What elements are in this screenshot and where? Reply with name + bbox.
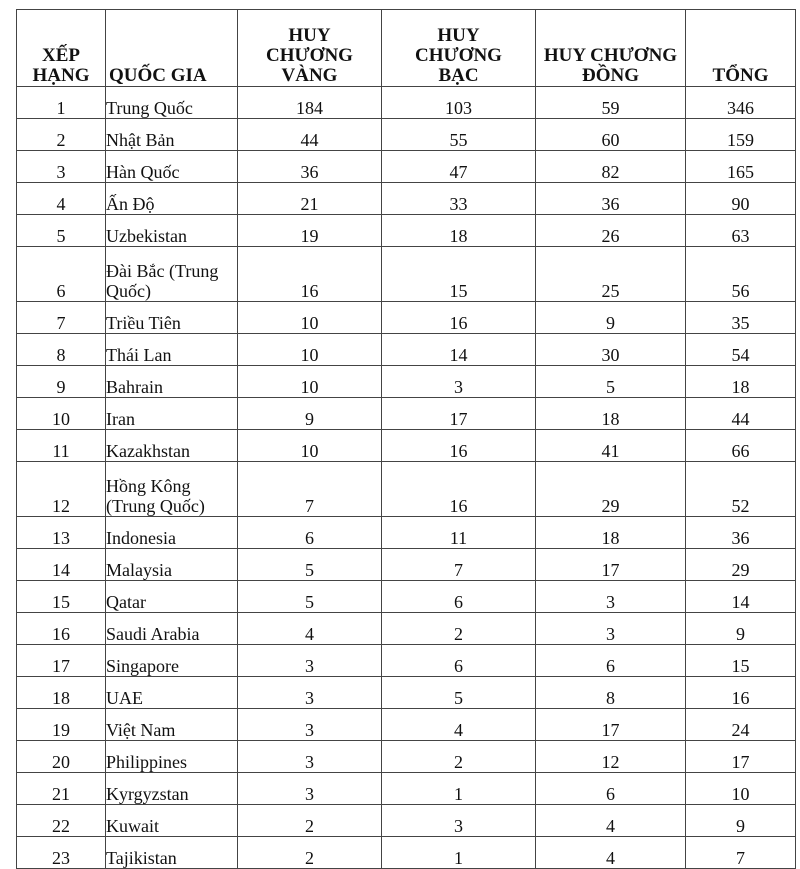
header-country: QUỐC GIA [106,10,238,87]
rank-cell: 11 [17,430,106,462]
country-cell: Kazakhstan [106,430,238,462]
gold-cell: 9 [238,398,382,430]
table-row [17,773,796,805]
bronze-cell: 17 [536,709,686,741]
total-cell: 346 [686,87,796,119]
total-cell: 18 [686,366,796,398]
rank-cell: 4 [17,183,106,215]
total-cell: 63 [686,215,796,247]
bronze-cell: 30 [536,334,686,366]
header-silver: HUY CHƯƠNG BẠC [382,10,536,87]
silver-cell: 14 [382,334,536,366]
country-cell: Bahrain [106,366,238,398]
country-cell: Indonesia [106,517,238,549]
country-cell: Qatar [106,581,238,613]
table-row [17,741,796,773]
rank-cell: 13 [17,517,106,549]
total-cell: 159 [686,119,796,151]
bronze-cell: 17 [536,549,686,581]
total-cell: 9 [686,805,796,837]
silver-cell: 6 [382,581,536,613]
rank-cell: 23 [17,837,106,869]
table-row [17,645,796,677]
country-cell: Đài Bắc (Trung Quốc) [106,247,238,302]
silver-cell: 1 [382,773,536,805]
bronze-cell: 26 [536,215,686,247]
total-cell: 17 [686,741,796,773]
header-gold: HUY CHƯƠNG VÀNG [238,10,382,87]
header-rank: XẾP HẠNG [17,10,106,87]
medal-table-body [17,87,796,869]
silver-cell: 4 [382,709,536,741]
table-row [17,398,796,430]
country-cell: Hàn Quốc [106,151,238,183]
rank-cell: 15 [17,581,106,613]
table-row [17,215,796,247]
total-cell: 165 [686,151,796,183]
silver-cell: 7 [382,549,536,581]
table-row [17,549,796,581]
silver-cell: 5 [382,677,536,709]
country-cell: Nhật Bản [106,119,238,151]
country-cell: Philippines [106,741,238,773]
bronze-cell: 8 [536,677,686,709]
country-cell: Thái Lan [106,334,238,366]
table-row [17,247,796,302]
table-row [17,613,796,645]
medal-table [16,9,796,869]
bronze-cell: 5 [536,366,686,398]
header-bronze: HUY CHƯƠNG ĐỒNG [536,10,686,87]
rank-cell: 2 [17,119,106,151]
bronze-cell: 4 [536,805,686,837]
table-row [17,334,796,366]
silver-cell: 103 [382,87,536,119]
gold-cell: 3 [238,677,382,709]
rank-cell: 1 [17,87,106,119]
rank-cell: 19 [17,709,106,741]
silver-cell: 33 [382,183,536,215]
country-cell: Malaysia [106,549,238,581]
silver-cell: 11 [382,517,536,549]
gold-cell: 6 [238,517,382,549]
total-cell: 52 [686,462,796,517]
total-cell: 14 [686,581,796,613]
gold-cell: 44 [238,119,382,151]
country-cell: Saudi Arabia [106,613,238,645]
country-cell: Triều Tiên [106,302,238,334]
country-cell: UAE [106,677,238,709]
silver-cell: 18 [382,215,536,247]
rank-cell: 3 [17,151,106,183]
table-row [17,119,796,151]
table-row [17,430,796,462]
table-row [17,581,796,613]
country-cell: Tajikistan [106,837,238,869]
rank-cell: 17 [17,645,106,677]
total-cell: 7 [686,837,796,869]
gold-cell: 16 [238,247,382,302]
silver-cell: 17 [382,398,536,430]
total-cell: 16 [686,677,796,709]
country-cell: Kyrgyzstan [106,773,238,805]
table-row [17,151,796,183]
bronze-cell: 82 [536,151,686,183]
silver-cell: 2 [382,613,536,645]
gold-cell: 10 [238,366,382,398]
silver-cell: 6 [382,645,536,677]
total-cell: 29 [686,549,796,581]
gold-cell: 2 [238,805,382,837]
bronze-cell: 3 [536,613,686,645]
gold-cell: 184 [238,87,382,119]
gold-cell: 10 [238,302,382,334]
table-row [17,677,796,709]
total-cell: 35 [686,302,796,334]
total-cell: 9 [686,613,796,645]
bronze-cell: 18 [536,517,686,549]
total-cell: 10 [686,773,796,805]
bronze-cell: 6 [536,645,686,677]
country-cell: Việt Nam [106,709,238,741]
bronze-cell: 12 [536,741,686,773]
country-cell: Ấn Độ [106,183,238,215]
bronze-cell: 25 [536,247,686,302]
total-cell: 90 [686,183,796,215]
rank-cell: 6 [17,247,106,302]
bronze-cell: 41 [536,430,686,462]
rank-cell: 16 [17,613,106,645]
country-cell: Uzbekistan [106,215,238,247]
table-row [17,366,796,398]
total-cell: 36 [686,517,796,549]
total-cell: 15 [686,645,796,677]
table-row [17,462,796,517]
total-cell: 24 [686,709,796,741]
gold-cell: 10 [238,334,382,366]
gold-cell: 7 [238,462,382,517]
table-row [17,183,796,215]
silver-cell: 15 [382,247,536,302]
silver-cell: 47 [382,151,536,183]
header-total: TỔNG [686,10,796,87]
silver-cell: 3 [382,805,536,837]
silver-cell: 3 [382,366,536,398]
silver-cell: 1 [382,837,536,869]
table-row [17,302,796,334]
silver-cell: 2 [382,741,536,773]
total-cell: 54 [686,334,796,366]
gold-cell: 21 [238,183,382,215]
bronze-cell: 6 [536,773,686,805]
rank-cell: 21 [17,773,106,805]
gold-cell: 3 [238,773,382,805]
rank-cell: 7 [17,302,106,334]
rank-cell: 8 [17,334,106,366]
gold-cell: 5 [238,581,382,613]
rank-cell: 20 [17,741,106,773]
silver-cell: 16 [382,302,536,334]
table-row [17,517,796,549]
bronze-cell: 60 [536,119,686,151]
total-cell: 56 [686,247,796,302]
gold-cell: 2 [238,837,382,869]
silver-cell: 55 [382,119,536,151]
gold-cell: 3 [238,709,382,741]
country-cell: Kuwait [106,805,238,837]
rank-cell: 10 [17,398,106,430]
table-row [17,837,796,869]
gold-cell: 3 [238,645,382,677]
country-cell: Iran [106,398,238,430]
country-cell: Singapore [106,645,238,677]
country-cell: Hồng Kông (Trung Quốc) [106,462,238,517]
rank-cell: 22 [17,805,106,837]
bronze-cell: 4 [536,837,686,869]
gold-cell: 19 [238,215,382,247]
table-row [17,805,796,837]
rank-cell: 18 [17,677,106,709]
bronze-cell: 3 [536,581,686,613]
gold-cell: 4 [238,613,382,645]
country-cell: Trung Quốc [106,87,238,119]
rank-cell: 9 [17,366,106,398]
gold-cell: 10 [238,430,382,462]
bronze-cell: 9 [536,302,686,334]
bronze-cell: 36 [536,183,686,215]
gold-cell: 3 [238,741,382,773]
gold-cell: 5 [238,549,382,581]
total-cell: 66 [686,430,796,462]
table-row [17,709,796,741]
silver-cell: 16 [382,430,536,462]
gold-cell: 36 [238,151,382,183]
rank-cell: 5 [17,215,106,247]
rank-cell: 12 [17,462,106,517]
bronze-cell: 29 [536,462,686,517]
silver-cell: 16 [382,462,536,517]
rank-cell: 14 [17,549,106,581]
bronze-cell: 59 [536,87,686,119]
total-cell: 44 [686,398,796,430]
header-row [17,10,796,87]
bronze-cell: 18 [536,398,686,430]
table-row [17,87,796,119]
